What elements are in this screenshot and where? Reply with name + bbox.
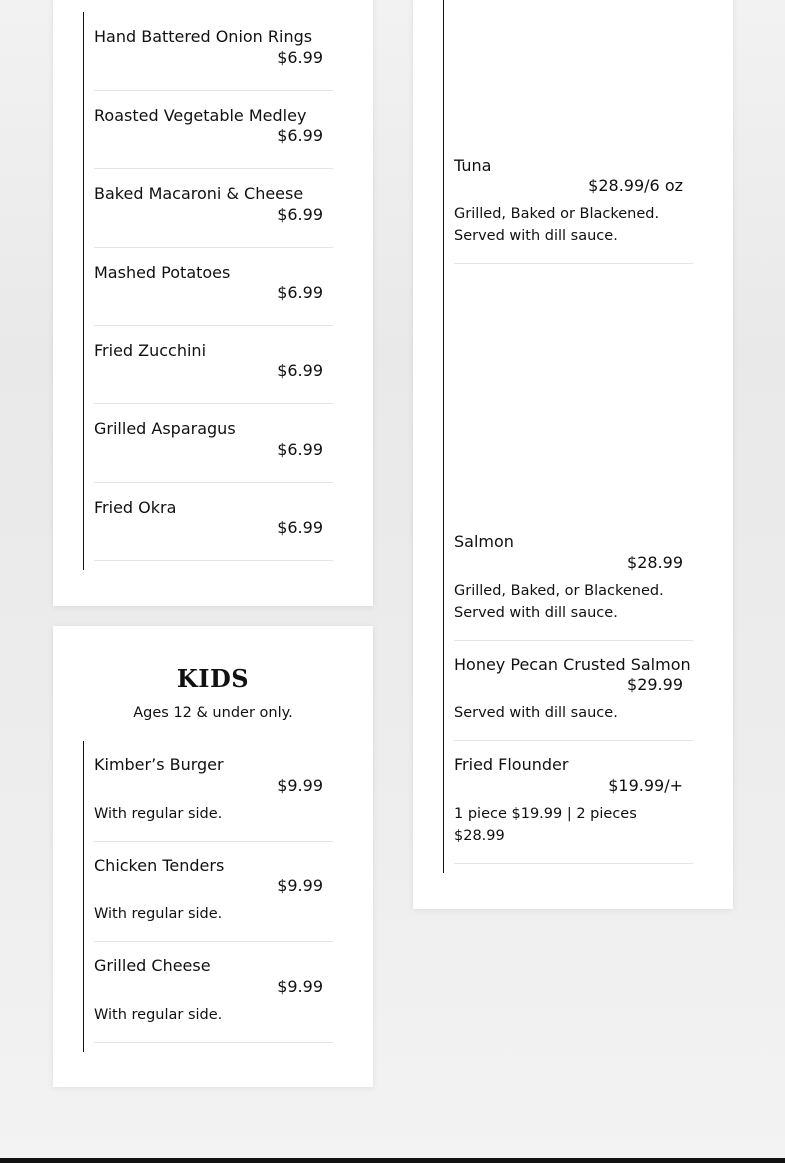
item-price: $6.99 [277,283,323,302]
item-name: Fried Okra [94,498,177,517]
item-name: Mashed Potatoes [94,263,231,282]
item-price: $6.99 [277,518,323,537]
item-description: With regular side. [94,806,223,822]
item-name: Grilled Cheese [94,956,211,975]
item-name: Salmon [454,532,514,551]
item-name: Fried Flounder [454,755,569,774]
menu-item [454,140,693,264]
item-name: Grilled Asparagus [94,419,236,438]
item-price: $28.99/6 oz [588,176,683,195]
section-subtitle: Ages 12 & under only. [133,705,293,721]
menu-item [94,247,333,326]
item-price: $9.99 [277,977,323,996]
item-name: Roasted Vegetable Medley [94,106,307,125]
menu-item [94,841,333,942]
sides-rail [83,12,84,570]
item-description: With regular side. [94,906,223,922]
item-price: $28.99 [627,553,683,572]
item-description: Grilled, Baked or Blackened. Served with dill sauce. [454,206,660,244]
item-name: Kimber’s Burger [94,755,224,774]
item-name: Fried Zucchini [94,341,207,360]
item-price: $9.99 [277,776,323,795]
item-price: $6.99 [277,126,323,145]
item-name: Hand Battered Onion Rings [94,27,313,46]
menu-item [94,403,333,483]
footer-bar [0,1158,785,1163]
section-title: KIDS [176,664,250,693]
item-name: Honey Pecan Crusted Salmon [454,655,691,674]
item-name: Baked Macaroni & Cheese [94,184,304,203]
menu-item [94,325,333,404]
item-price: $29.99 [627,675,683,694]
item-description: With regular side. [94,1007,223,1023]
item-price: $6.99 [277,361,323,380]
item-price: $6.99 [277,48,323,67]
item-price: $6.99 [277,205,323,224]
item-description: 1 piece $19.99 | 2 pieces $28.99 [454,806,637,844]
item-description: Grilled, Baked, or Blackened. Served with dill sauce. [454,583,664,621]
menu-item [454,640,693,741]
item-price: $6.99 [277,440,323,459]
menu-item [94,12,333,91]
item-description: Served with dill sauce. [454,705,618,721]
item-name: Tuna [454,156,492,175]
kids-rail [83,741,84,1052]
item-price: $19.99/+ [608,776,683,795]
menu-item [94,168,333,248]
item-price: $9.99 [277,876,323,895]
item-name: Chicken Tenders [94,856,225,875]
menu-item [94,941,333,1043]
menu-item [94,90,333,169]
menu-item [454,740,693,864]
seafood-rail [443,0,444,873]
menu-item [454,518,693,641]
menu-item [94,482,333,561]
menu-item [94,741,333,842]
